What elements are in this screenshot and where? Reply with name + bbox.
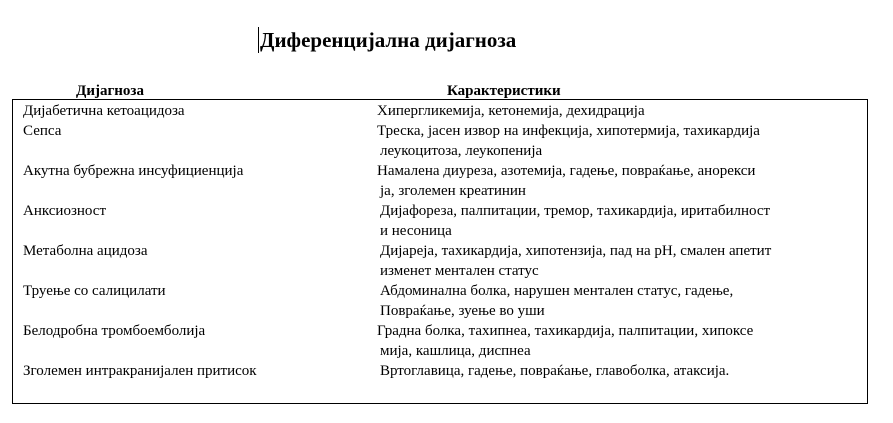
differential-diagnosis-table: [12, 99, 868, 404]
characteristics-line-continued: ја, зголемен креатинин: [380, 183, 526, 199]
characteristics-cell: [377, 101, 847, 121]
diagnosis-cell: Дијабетична кетоацидоза: [23, 103, 185, 119]
characteristics-cell: [377, 121, 847, 161]
characteristics-line: Дијафореза, палпитации, тремор, тахикардија, иритабилност: [380, 203, 771, 219]
diagnosis-cell: Белодробна тромбоемболија: [23, 323, 206, 339]
characteristics-line: Дијареја, тахикардија, хипотензија, пад на pH, смален апетит: [380, 243, 772, 259]
characteristics-line: Хипергликемија, кетонемија, дехидрација: [377, 103, 645, 119]
diagnosis-cell: Акутна бубрежна инсуфициенција: [23, 163, 244, 179]
characteristics-cell: [377, 321, 847, 361]
diagnosis-cell: Сепса: [23, 123, 62, 139]
characteristics-cell: [377, 201, 847, 241]
characteristics-line: Градна болка, тахипнеа, тахикардија, палпитации, хипоксе: [377, 323, 754, 339]
characteristics-cell: [377, 361, 847, 381]
characteristics-cell: [377, 241, 847, 281]
diagnosis-cell: Зголемен интракранијален притисок: [23, 363, 257, 379]
column-header-characteristics: Карактеристики: [447, 83, 561, 99]
text-cursor: [258, 27, 259, 53]
diagnosis-cell: Метаболна ацидоза: [23, 243, 148, 259]
characteristics-line-continued: леукоцитоза, леукопенија: [380, 143, 543, 159]
characteristics-line: Намалена диуреза, азотемија, гадење, повраќање, анорекси: [377, 163, 756, 179]
characteristics-line: Абдоминална болка, нарушен ментален статус, гадење,: [380, 283, 734, 299]
characteristics-line: Треска, јасен извор на инфекција, хипотермија, тахикардија: [377, 123, 760, 139]
diagnosis-cell: Анксиозност: [23, 203, 106, 219]
characteristics-line-continued: и несоница: [380, 223, 452, 239]
characteristics-cell: [377, 281, 847, 321]
characteristics-line-continued: мија, кашлица, диспнеа: [380, 343, 531, 359]
column-header-diagnosis: Дијагноза: [76, 83, 144, 99]
characteristics-cell: [377, 161, 847, 201]
characteristics-line-continued: изменет ментален статус: [380, 263, 539, 279]
diagnosis-cell: Труење со салицилати: [23, 283, 166, 299]
characteristics-line: Вртоглавица, гадење, повраќање, главоболка, атаксија.: [380, 363, 730, 379]
page-title: Диференцијална дијагноза: [260, 28, 517, 52]
characteristics-line-continued: Повраќање, зуење во уши: [380, 303, 545, 319]
